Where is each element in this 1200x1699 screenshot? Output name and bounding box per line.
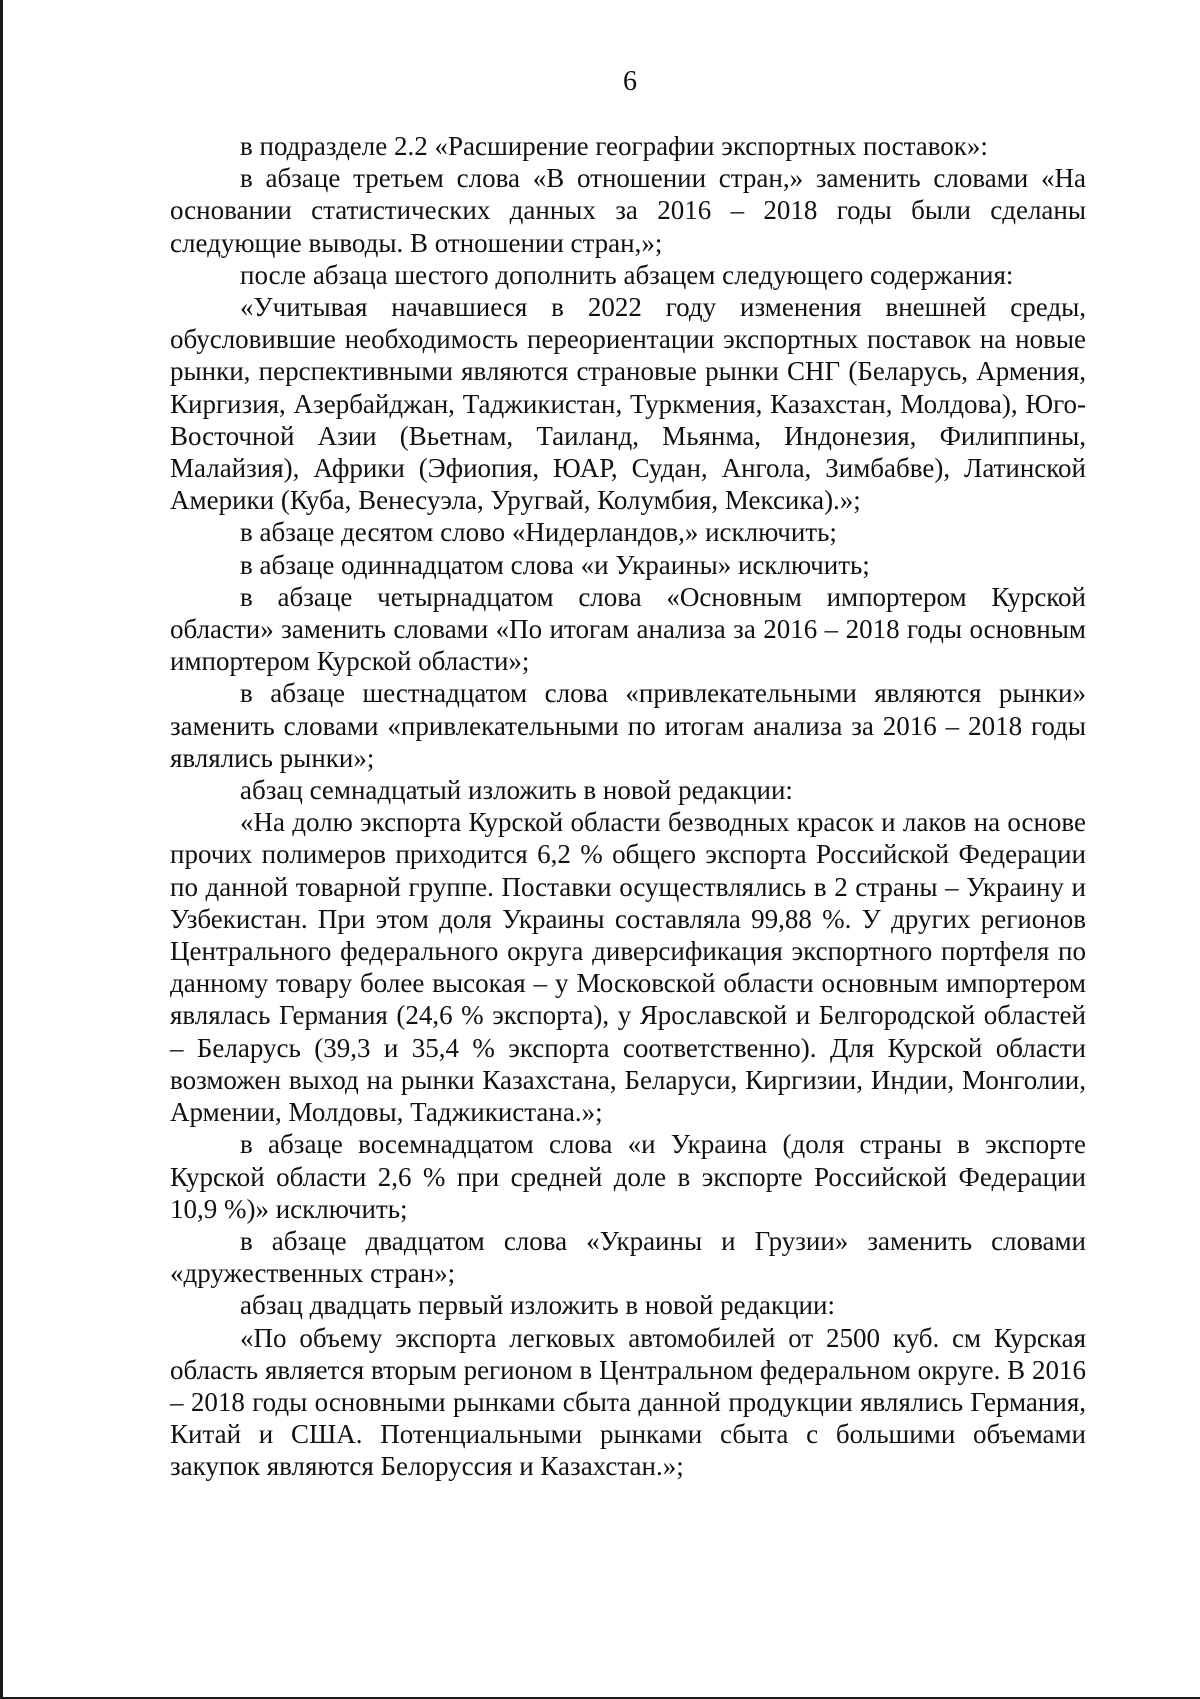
paragraph-amendment-14: в абзаце четырнадцатом слова «Основным импортером Курской области» заменить словами «По итогам анализа за 2016 – 2018 годы основным импортером Курской области»; <box>170 581 1086 677</box>
paragraph-amendment-3: в абзаце третьем слова «В отношении стран,» заменить словами «На основании статистических данных за 2016 – 2018 годы были сделаны следующие выводы. В отношении стран,»; <box>170 163 1086 258</box>
paragraph-amendment-16: в абзаце шестнадцатом слова «привлекательными являются рынки» заменить словами «привлекательными по итогам анализа за 2016 – 2018 годы являлись рынки»; <box>170 678 1086 773</box>
paragraph-amendment-11: в абзаце одиннадцатом слова «и Украины» исключить; <box>240 549 870 580</box>
document-body <box>170 130 1086 1483</box>
paragraph-amendment-21-intro: абзац двадцать первый изложить в новой редакции: <box>240 1290 835 1321</box>
paragraph-cars-export-quote: «По объему экспорта легковых автомобилей от 2500 куб. см Курская область является вторым регионом в Центральном федеральном округе. В 2016 – 2018 годы основными рынками сбыта данной продукции являлись Германия, Китай и США. Потенциальными рынками сбыта с большими объемами закупок являются Белоруссия и Казахстан.»; <box>170 1322 1086 1482</box>
page-number: 6 <box>623 66 637 97</box>
paragraph-new-markets-quote: «Учитывая начавшиеся в 2022 году изменения внешней среды, обусловившие необходимость переориентации экспортных поставок на новые рынки, перспективными являются страновые рынки СНГ (Беларусь, Армения, Киргизия, Азербайджан, Таджикистан, Туркмения, Казахстан, Молдова), Юго-Восточной Азии (Вьетнам, Таиланд, Мьянма, Индонезия, Филиппины, Малайзия), Африки (Эфиопия, ЮАР, Судан, Ангола, Зимбабве), Латинской Америки (Куба, Венесуэла, Уругвай, Колумбия, Мексика).»; <box>170 292 1086 516</box>
paragraph-addition-intro: после абзаца шестого дополнить абзацем следующего содержания: <box>240 259 1014 290</box>
scan-left-border <box>0 0 3 1699</box>
paragraph-amendment-18: в абзаце восемнадцатом слова «и Украина (доля страны в экспорте Курской области 2,6 % при средней доле в экспорте Российской Федерации 10,9 %)» исключить; <box>170 1129 1086 1224</box>
paragraph-amendment-10: в абзаце десятом слово «Нидерландов,» исключить; <box>240 517 837 548</box>
paragraph-paints-export-quote: «На долю экспорта Курской области безводных красок и лаков на основе прочих полимеров приходится 6,2 % общего экспорта Российской Федерации по данной товарной группе. Поставки осуществлялись в 2 страны – Украину и Узбекистан. При этом доля Украины составляла 99,88 %. У других регионов Центрального федерального округа диверсификация экспортного портфеля по данному товару более высокая – у Московской области основным импортером являлась Германия (24,6 % экспорта), у Ярославской и Белгородской областей – Беларусь (39,3 и 35,4 % экспорта соответственно). Для Курской области возможен выход на рынки Казахстана, Беларуси, Киргизии, Индии, Монголии, Армении, Молдовы, Таджикистана.»; <box>170 807 1086 1128</box>
paragraph-amendment-17-intro: абзац семнадцатый изложить в новой редакции: <box>240 775 793 806</box>
paragraph-subsection-heading: в подразделе 2.2 «Расширение географии экспортных поставок»: <box>240 131 988 161</box>
paragraph-amendment-20: в абзаце двадцатом слова «Украины и Грузии» заменить словами «дружественных стран»; <box>170 1225 1086 1289</box>
